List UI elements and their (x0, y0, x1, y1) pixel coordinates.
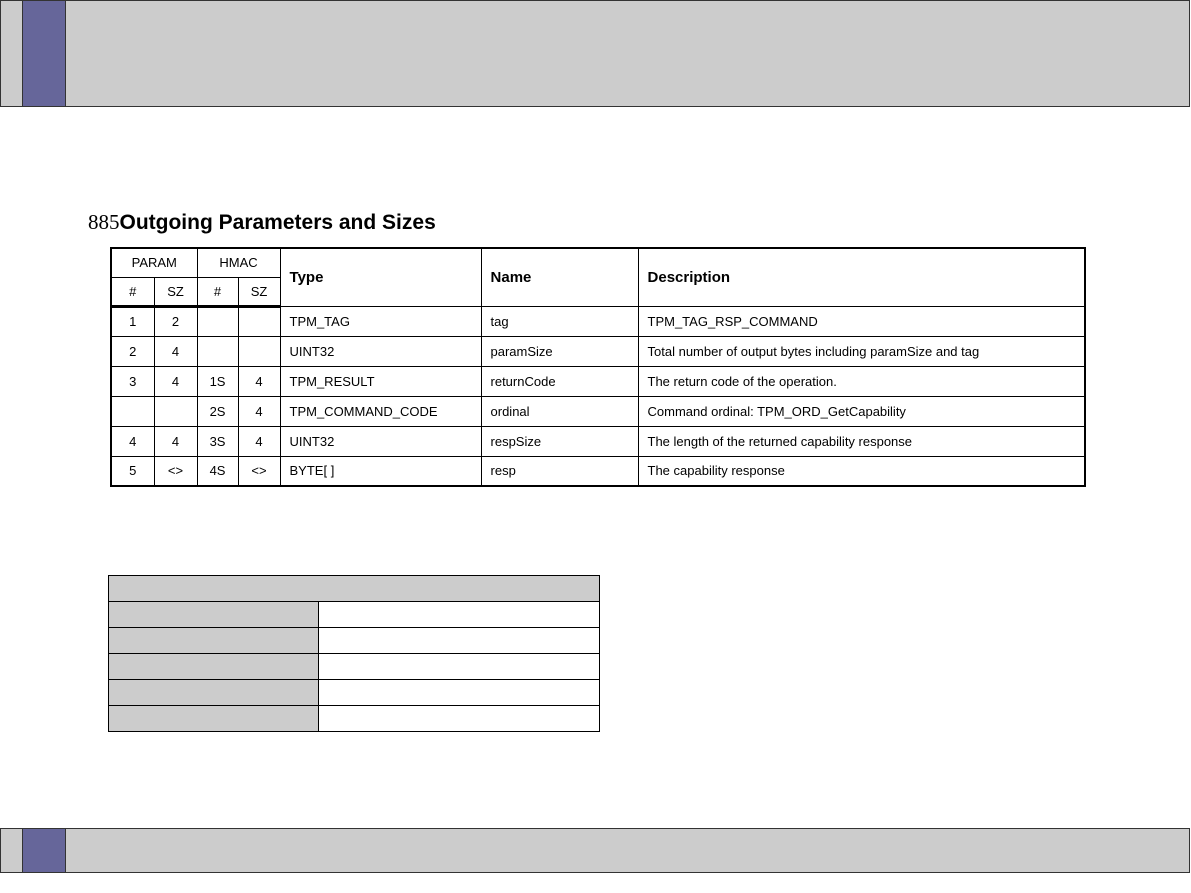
blank-label-cell (109, 602, 319, 628)
cell-param-sz: 4 (154, 336, 197, 366)
cell-param-sz: <> (154, 456, 197, 486)
cell-name: ordinal (481, 396, 638, 426)
header-hmac-num: # (197, 277, 238, 306)
cell-param-sz: 4 (154, 426, 197, 456)
blank-label-cell (109, 680, 319, 706)
table-row (111, 366, 1085, 396)
header-description: Description (638, 248, 1085, 306)
header-hmac-sz: SZ (238, 277, 280, 306)
cell-param-num: 4 (111, 426, 154, 456)
cell-param-num: 1 (111, 306, 154, 336)
cell-hmac-sz: 4 (238, 426, 280, 456)
header-hmac: HMAC (197, 248, 280, 277)
cell-hmac-num (197, 336, 238, 366)
blank-value-cell (319, 602, 600, 628)
cell-hmac-sz (238, 336, 280, 366)
outgoing-parameters-table (110, 247, 1086, 487)
cell-hmac-num: 1S (197, 366, 238, 396)
blank-row (109, 706, 600, 732)
table-row (111, 456, 1085, 486)
cell-type: BYTE[ ] (280, 456, 481, 486)
header-name: Name (481, 248, 638, 306)
blank-label-cell (109, 628, 319, 654)
table-row (111, 426, 1085, 456)
cell-hmac-sz: <> (238, 456, 280, 486)
cell-name: paramSize (481, 336, 638, 366)
cell-description: Total number of output bytes including paramSize and tag (638, 336, 1085, 366)
blank-value-cell (319, 706, 600, 732)
cell-type: UINT32 (280, 426, 481, 456)
cell-hmac-num: 3S (197, 426, 238, 456)
blank-row (109, 628, 600, 654)
section-title: Outgoing Parameters and Sizes (119, 211, 436, 234)
blank-label-cell (109, 654, 319, 680)
cell-hmac-num (197, 306, 238, 336)
cell-param-num (111, 396, 154, 426)
cell-description: The return code of the operation. (638, 366, 1085, 396)
blank-value-cell (319, 628, 600, 654)
header-row-group (111, 248, 1085, 277)
cell-name: resp (481, 456, 638, 486)
table-row (111, 396, 1085, 426)
cell-hmac-num: 2S (197, 396, 238, 426)
cell-hmac-num: 4S (197, 456, 238, 486)
blank-row (109, 602, 600, 628)
cell-param-num: 2 (111, 336, 154, 366)
cell-param-sz: 2 (154, 306, 197, 336)
cell-type: TPM_RESULT (280, 366, 481, 396)
header-param-sz: SZ (154, 277, 197, 306)
cell-hmac-sz (238, 306, 280, 336)
table-row (111, 306, 1085, 336)
cell-name: respSize (481, 426, 638, 456)
top-banner-accent (22, 1, 66, 106)
top-banner (0, 0, 1190, 107)
table-row (111, 336, 1085, 366)
cell-param-num: 3 (111, 366, 154, 396)
cell-type: TPM_TAG (280, 306, 481, 336)
cell-hmac-sz: 4 (238, 396, 280, 426)
bottom-banner-accent (22, 829, 66, 872)
blank-row (109, 680, 600, 706)
blank-label-cell (109, 706, 319, 732)
header-type: Type (280, 248, 481, 306)
blank-value-cell (319, 654, 600, 680)
cell-type: TPM_COMMAND_CODE (280, 396, 481, 426)
blank-row (109, 654, 600, 680)
blank-header-cell (109, 576, 600, 602)
cell-param-num: 5 (111, 456, 154, 486)
cell-hmac-sz: 4 (238, 366, 280, 396)
cell-description: Command ordinal: TPM_ORD_GetCapability (638, 396, 1085, 426)
cell-description: TPM_TAG_RSP_COMMAND (638, 306, 1085, 336)
cell-name: tag (481, 306, 638, 336)
header-param: PARAM (111, 248, 197, 277)
section-heading (88, 210, 436, 235)
header-param-num: # (111, 277, 154, 306)
cell-param-sz: 4 (154, 366, 197, 396)
blank-form-table (108, 575, 600, 732)
cell-description: The length of the returned capability response (638, 426, 1085, 456)
cell-type: UINT32 (280, 336, 481, 366)
cell-name: returnCode (481, 366, 638, 396)
cell-description: The capability response (638, 456, 1085, 486)
blank-header-row (109, 576, 600, 602)
bottom-banner (0, 828, 1190, 873)
section-number: 885 (88, 210, 120, 234)
blank-value-cell (319, 680, 600, 706)
cell-param-sz (154, 396, 197, 426)
